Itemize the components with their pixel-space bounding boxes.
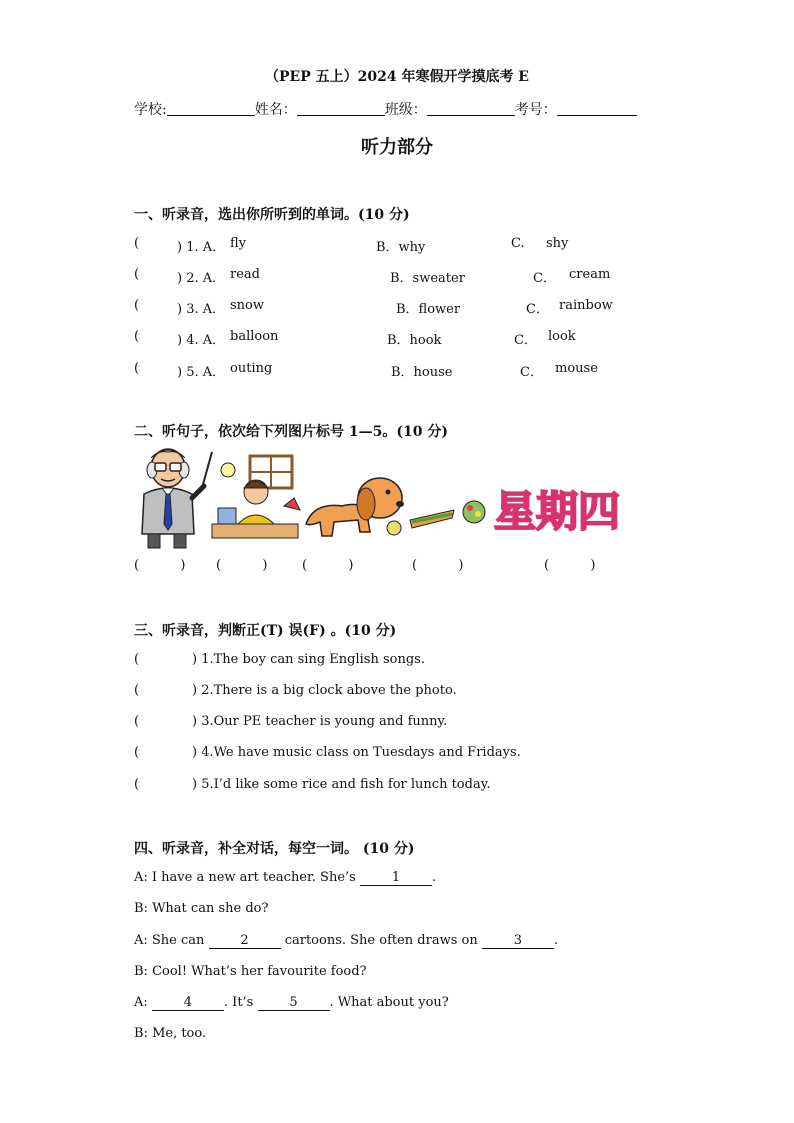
- food-picture: [410, 501, 485, 528]
- answer-paren[interactable]: (: [134, 267, 140, 282]
- dog-picture: [306, 478, 404, 536]
- answer-paren[interactable]: ( ): [544, 558, 596, 573]
- teacher-picture: [142, 449, 212, 548]
- option-b: B．hook: [387, 333, 442, 348]
- exam-no-blank[interactable]: [557, 101, 637, 116]
- thursday-text: 星期四: [494, 487, 621, 536]
- item-number: ) 3. A．: [177, 302, 226, 317]
- statement: ) 2.There is a big clock above the photo.: [192, 683, 457, 698]
- blank-4[interactable]: 4: [152, 995, 224, 1011]
- school-blank[interactable]: [167, 101, 255, 116]
- option-c: rainbow: [559, 298, 613, 313]
- option-c-label: C．: [533, 271, 556, 286]
- option-c-label: C.: [511, 236, 525, 251]
- answer-paren[interactable]: (: [134, 683, 140, 698]
- option-c: mouse: [555, 361, 598, 376]
- exam-title: （PEP 五上）2024 年寒假开学摸底考 E: [265, 69, 529, 85]
- option-a: balloon: [230, 329, 279, 344]
- answer-paren[interactable]: ( ): [302, 558, 354, 573]
- option-a: read: [230, 267, 260, 282]
- dialogue-line-6: B: Me, too.: [134, 1026, 207, 1041]
- option-c: shy: [546, 236, 569, 251]
- option-b: B．sweater: [390, 271, 465, 286]
- name-blank[interactable]: [297, 101, 385, 116]
- exam-no-label: 考号：: [514, 102, 557, 118]
- blank-1[interactable]: 1: [360, 870, 432, 886]
- option-b: B．flower: [396, 302, 461, 317]
- class-label: 班级：: [384, 102, 427, 118]
- answer-paren[interactable]: (: [134, 329, 140, 344]
- answer-paren[interactable]: ( ): [412, 558, 464, 573]
- option-a: fly: [230, 236, 247, 251]
- answer-paren[interactable]: (: [134, 714, 140, 729]
- answer-paren[interactable]: (: [134, 777, 140, 792]
- option-c-label: C．: [526, 302, 549, 317]
- item-number: ) 2. A．: [177, 271, 226, 286]
- option-a: outing: [230, 361, 273, 376]
- boy-studying-picture: [212, 456, 300, 538]
- answer-paren[interactable]: (: [134, 298, 140, 313]
- dialogue-line-5: A: 4 . It’s 5 . What about you?: [134, 995, 449, 1010]
- school-label: 学校:: [134, 102, 167, 118]
- option-b: B．why: [376, 240, 426, 255]
- statement: ) 3.Our PE teacher is young and funny.: [192, 714, 448, 729]
- item-number: ) 1. A．: [177, 240, 226, 255]
- item-number: ) 4. A．: [177, 333, 226, 348]
- option-b: B．house: [391, 365, 453, 380]
- dialogue-line-3: A: She can 2 cartoons. She often draws on 3 .: [134, 933, 558, 948]
- option-c: cream: [569, 267, 611, 282]
- answer-paren[interactable]: (: [134, 236, 140, 251]
- answer-paren[interactable]: ( ): [134, 558, 186, 573]
- option-c-label: C．: [514, 333, 537, 348]
- option-a: snow: [230, 298, 264, 313]
- section1-heading: 一、听录音，选出你所听到的单词。(10 分): [134, 207, 410, 223]
- part-title: 听力部分: [361, 137, 433, 158]
- blank-3[interactable]: 3: [482, 933, 554, 949]
- item-number: ) 5. A．: [177, 365, 226, 380]
- name-label: 姓名：: [254, 102, 297, 118]
- blank-2[interactable]: 2: [209, 933, 281, 949]
- dialogue-line-4: B: Cool! What’s her favourite food?: [134, 964, 367, 979]
- statement: ) 1.The boy can sing English songs.: [192, 652, 425, 667]
- statement: ) 5.I’d like some rice and fish for lunch today.: [192, 777, 491, 792]
- answer-paren[interactable]: (: [134, 361, 140, 376]
- class-blank[interactable]: [427, 101, 515, 116]
- option-c: look: [548, 329, 576, 344]
- dialogue-line-1: A: I have a new art teacher. She’s 1 .: [134, 870, 437, 885]
- blank-5[interactable]: 5: [258, 995, 330, 1011]
- section3-heading: 三、听录音，判断正(T) 误(F) 。(10 分): [134, 623, 397, 639]
- student-info-line: [134, 99, 637, 119]
- dialogue-line-2: B: What can she do?: [134, 901, 269, 916]
- answer-paren[interactable]: (: [134, 745, 140, 760]
- section2-heading: 二、听句子，依次给下列图片标号 1—5。(10 分): [134, 424, 448, 440]
- section4-heading: 四、听录音，补全对话，每空一词。 (10 分): [134, 841, 415, 857]
- answer-paren[interactable]: ( ): [216, 558, 268, 573]
- picture-strip: [134, 446, 654, 550]
- statement: ) 4.We have music class on Tuesdays and Fridays.: [192, 745, 521, 760]
- answer-paren[interactable]: (: [134, 652, 140, 667]
- option-c-label: C．: [520, 365, 543, 380]
